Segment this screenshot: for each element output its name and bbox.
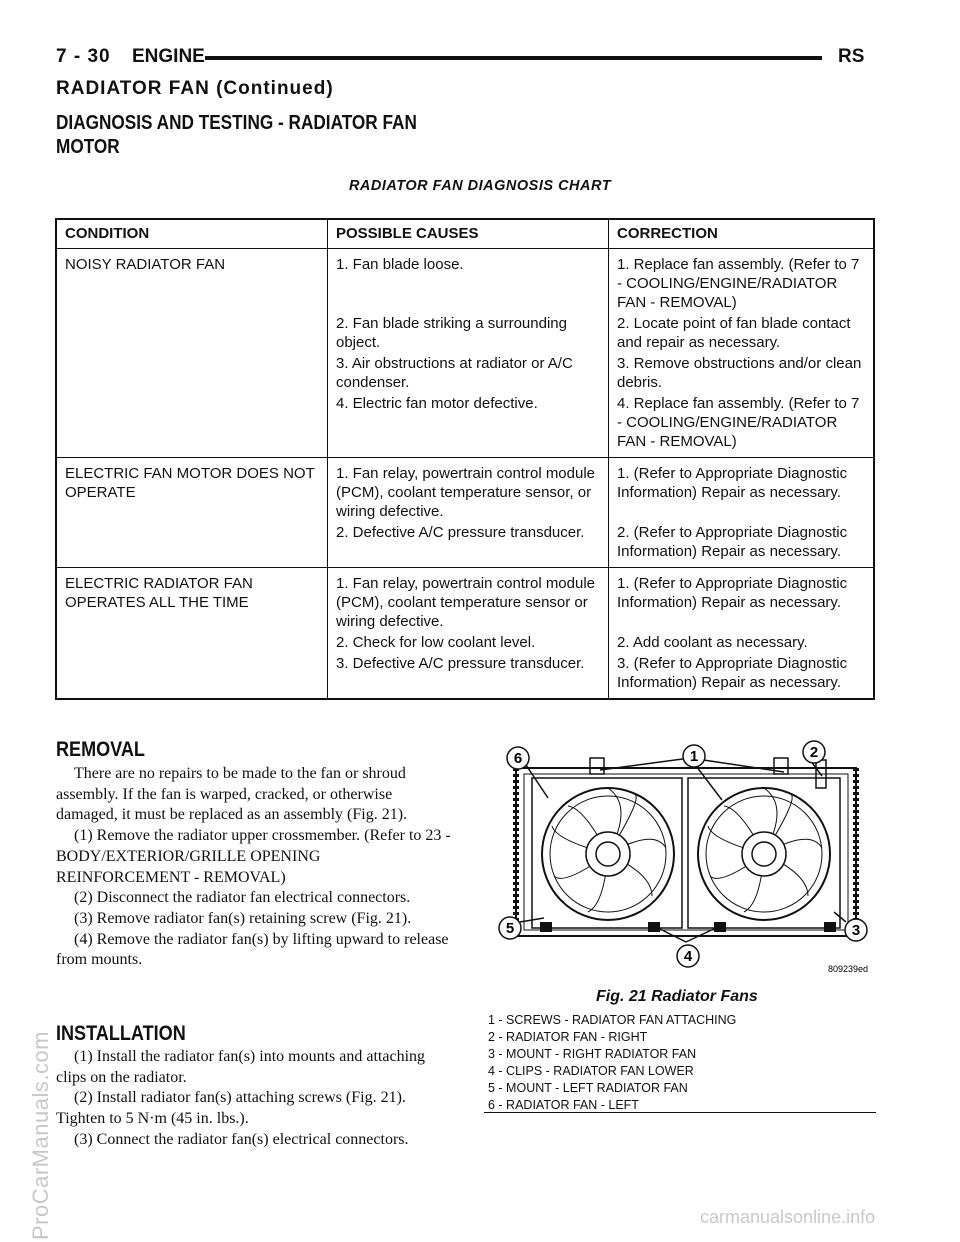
condition-cell: ELECTRIC RADIATOR FAN OPERATES ALL THE TIME xyxy=(56,568,328,700)
removal-step: (1) Remove the radiator upper crossmember. (Refer to 23 - BODY/EXTERIOR/GRILLE OPENING REINFORCEMENT - REMOVAL) xyxy=(56,827,451,886)
correction-cell: 1. (Refer to Appropriate Diagnostic Information) Repair as necessary. xyxy=(617,465,848,501)
correction-cell: 3. Remove obstructions and/or clean debris. xyxy=(617,355,862,391)
callout-5: 5 xyxy=(505,920,515,937)
callout-4: 4 xyxy=(683,948,693,965)
cause-cell: 2. Defective A/C pressure transducer. xyxy=(328,521,609,568)
callout-3: 3 xyxy=(851,922,861,939)
legend-rule xyxy=(484,1112,876,1113)
section-name: ENGINE xyxy=(132,46,205,67)
figure-caption: Fig. 21 Radiator Fans xyxy=(596,988,758,1005)
figure-legend xyxy=(488,1012,736,1114)
cause-cell: 3. Air obstructions at radiator or A/C condenser. xyxy=(328,352,609,392)
legend-item: 5 - MOUNT - LEFT RADIATOR FAN xyxy=(488,1081,688,1095)
installation-body xyxy=(56,1047,456,1151)
side-watermark: ProCarManuals.com xyxy=(28,1030,53,1240)
legend-item: 2 - RADIATOR FAN - RIGHT xyxy=(488,1030,648,1044)
cause-cell: 1. Fan blade loose. xyxy=(328,249,609,313)
column-header: CONDITION xyxy=(56,219,328,249)
removal-heading: REMOVAL xyxy=(56,738,145,761)
table-row xyxy=(56,568,874,632)
table-row xyxy=(56,249,874,313)
removal-paragraph: There are no repairs to be made to the fan or shroud assembly. If the fan is warped, cracked, or otherwise damaged, it must be replaced as an assembly (Fig. 21). xyxy=(56,765,408,824)
installation-heading: INSTALLATION xyxy=(56,1022,186,1045)
art-code: 809239ed xyxy=(827,964,868,974)
table-row xyxy=(56,458,874,522)
cause-cell: 2. Fan blade striking a surrounding object. xyxy=(328,312,609,352)
diagnosis-table xyxy=(55,218,875,700)
legend-item: 6 - RADIATOR FAN - LEFT xyxy=(488,1098,639,1112)
right-fan xyxy=(698,788,830,920)
left-fan xyxy=(542,788,674,920)
condition-cell: ELECTRIC FAN MOTOR DOES NOT OPERATE xyxy=(56,458,328,568)
model-code: RS xyxy=(838,46,865,67)
legend-item: 4 - CLIPS - RADIATOR FAN LOWER xyxy=(488,1064,694,1078)
column-header: CORRECTION xyxy=(609,219,875,249)
legend-item: 1 - SCREWS - RADIATOR FAN ATTACHING xyxy=(488,1013,737,1027)
bottom-watermark: carmanualsonline.info xyxy=(700,1207,876,1227)
cause-cell: 4. Electric fan motor defective. xyxy=(328,392,609,458)
chart-title: RADIATOR FAN DIAGNOSIS CHART xyxy=(348,178,612,194)
correction-cell: 4. Replace fan assembly. (Refer to 7 - COOLING/ENGINE/RADIATOR FAN - REMOVAL) xyxy=(609,392,875,458)
cause-cell: 2. Check for low coolant level. xyxy=(328,631,609,652)
installation-step: (3) Connect the radiator fan(s) electrical connectors. xyxy=(74,1130,409,1148)
correction-cell: 1. Replace fan assembly. (Refer to 7 - COOLING/ENGINE/RADIATOR FAN - REMOVAL) xyxy=(617,256,860,311)
correction-cell: 2. (Refer to Appropriate Diagnostic Information) Repair as necessary. xyxy=(609,521,875,568)
cause-cell: 3. Defective A/C pressure transducer. xyxy=(328,652,609,699)
continued-title: RADIATOR FAN (Continued) xyxy=(56,78,334,99)
installation-step: (1) Install the radiator fan(s) into mounts and attaching clips on the radiator. xyxy=(56,1048,426,1086)
removal-step: (2) Disconnect the radiator fan electrical connectors. xyxy=(74,889,411,907)
cause-cell: 1. Fan relay, powertrain control module (PCM), coolant temperature sensor or wiring defective. xyxy=(328,568,609,632)
removal-body xyxy=(56,764,456,971)
removal-step: (3) Remove radiator fan(s) retaining screw (Fig. 21). xyxy=(74,909,412,927)
column-header: POSSIBLE CAUSES xyxy=(328,219,609,249)
callout-1: 1 xyxy=(689,748,699,765)
correction-cell: 2. Locate point of fan blade contact and repair as necessary. xyxy=(617,315,851,351)
removal-step: (4) Remove the radiator fan(s) by lifting upward to release from mounts. xyxy=(56,930,449,969)
correction-cell: 3. (Refer to Appropriate Diagnostic Information) Repair as necessary. xyxy=(617,655,848,691)
correction-cell: 1. (Refer to Appropriate Diagnostic Information) Repair as necessary. xyxy=(617,575,848,611)
callout-6: 6 xyxy=(513,750,523,767)
cause-cell: 1. Fan relay, powertrain control module (PCM), coolant temperature sensor, or wiring defective. xyxy=(328,458,609,522)
callout-2: 2 xyxy=(809,744,819,761)
diagnosis-heading: DIAGNOSIS AND TESTING - RADIATOR FAN MOTOR xyxy=(56,112,417,158)
condition-cell: NOISY RADIATOR FAN xyxy=(56,249,328,458)
legend-item: 3 - MOUNT - RIGHT RADIATOR FAN xyxy=(488,1047,697,1061)
radiator-fans-illustration xyxy=(484,736,876,976)
page-number: 7 - 30 xyxy=(56,46,111,67)
table-header-row xyxy=(56,219,874,249)
correction-cell: 2. Add coolant as necessary. xyxy=(617,634,808,651)
header-rule xyxy=(205,56,822,60)
installation-step: (2) Install radiator fan(s) attaching screws (Fig. 21). Tighten to 5 N·m (45 in. lbs.). xyxy=(56,1089,406,1128)
